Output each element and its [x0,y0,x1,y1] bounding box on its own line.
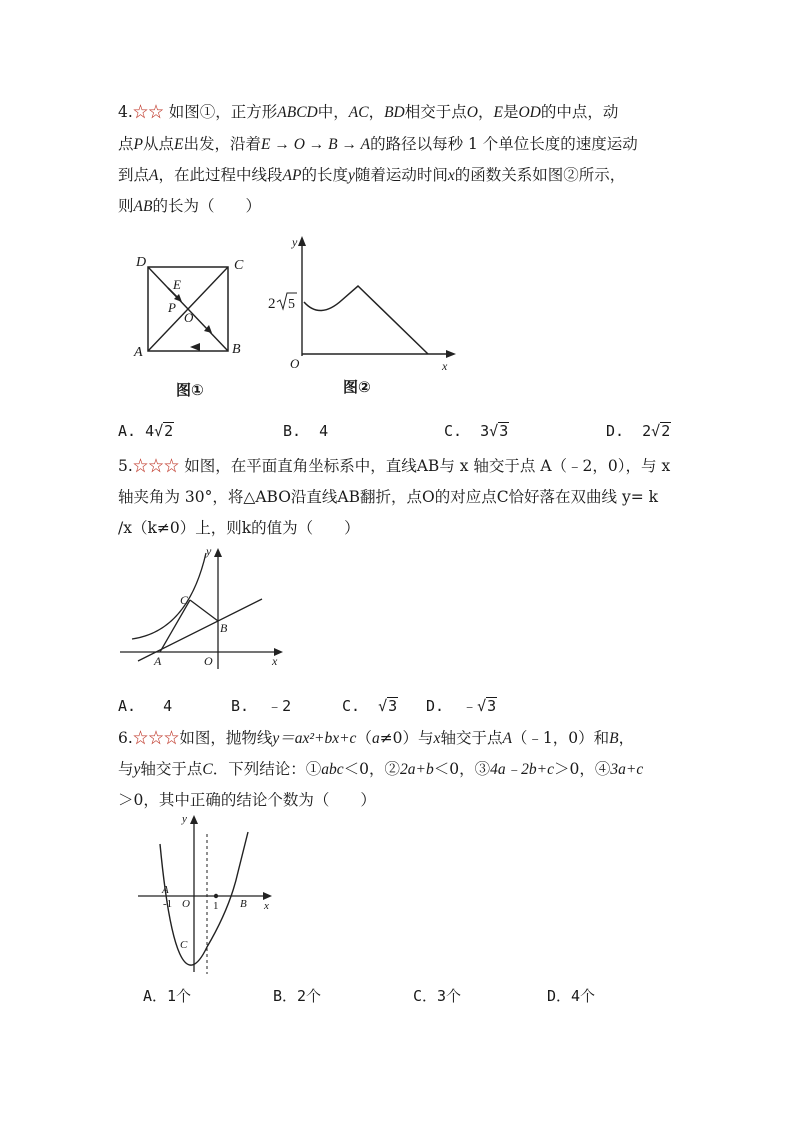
q6-text: 轴交于点 [140,760,203,778]
q6-label-a: A [162,884,169,896]
q5-line-3 [118,518,360,538]
q6-text: ， [618,729,635,747]
q6-label-y: y [182,813,187,825]
q4-line-1 [118,102,618,123]
q4-math: y [347,167,355,184]
parabola-curve [160,832,248,965]
radical-icon: √ [378,697,388,715]
option-sign: ﹣ [462,697,478,715]
point-x-1 [214,894,218,898]
q4-text: 随着运动时间 [354,166,448,184]
radical-icon: √ [651,422,661,440]
q5-label-a: A [154,654,162,668]
q6-label-o: O [182,898,190,910]
q4-stars: ☆☆ [132,103,164,121]
fig2-y-tick-coef: 2 [268,296,276,312]
fig2-y-label: y [292,235,298,249]
fig2-y-tick-rad: 5 [288,297,295,312]
q4-math: x [447,167,455,184]
q5-line-1 [118,456,670,476]
q4-option-a[interactable] [118,421,174,441]
q6-math: y [133,761,141,778]
q6-math: abc [321,761,344,778]
q6-line-1 [118,728,634,749]
q4-text: 点 [118,135,134,153]
q4-math: ABCD [277,104,318,121]
q4-option-d[interactable] [606,421,671,441]
q5-label-b: B [220,621,228,635]
label-e: E [173,277,181,292]
option-letter: C. [444,422,463,440]
q6-math: 3a+c [610,761,644,778]
radical-icon: √ [154,422,164,440]
q6-text: 轴交于点 [440,729,503,747]
q6-option-c[interactable]: C．3个 [413,987,462,1005]
q5-text: 轴夹角为 30°，将△ABO沿直线AB翻折，点O的对应点C恰好落在双曲线 y= k [118,488,659,506]
q5-label-y: y [206,544,212,558]
q4-math: AP [282,167,302,184]
q6-text: （﹣1，0）和 [511,729,610,747]
q5-label-o: O [204,654,213,668]
q5-option-c[interactable] [342,696,398,716]
label-b: B [232,342,241,357]
q6-text: ＞0，其中正确的结论个数为（ ） [118,791,376,809]
q5-text: /x（k≠0）上，则k的值为（ ） [118,519,360,537]
q4-text: 的长度 [301,166,348,184]
q4-line-4 [118,196,261,217]
arrow-head-b-a [190,343,200,351]
q5-option-b[interactable] [231,696,291,716]
fig2-origin-label: O [290,356,300,371]
q4-text: 的中点，动 [540,103,619,121]
q4-math: A [149,167,159,184]
option-coef: 2 [642,422,652,440]
q6-figure [136,812,281,978]
label-c: C [234,258,244,273]
q4-text: 是 [502,103,519,121]
label-p: P [168,300,176,315]
q4-text: 出发，沿着 [183,135,261,153]
q4-text: ， [368,103,385,121]
q6-math: B [609,730,619,747]
q4-text: 的路径以每秒 1 个单位长度的速度运动 [370,135,638,153]
q6-line-2 [118,759,643,780]
label-o: O [184,310,194,325]
option-value: ﹣2 [267,697,292,715]
y-axis-arrow [214,548,222,557]
q6-label-c: C [180,939,188,951]
q4-option-b[interactable] [283,421,328,441]
q4-figure-2 [262,234,462,376]
function-curve [304,286,428,354]
q6-label-neg1: -1 [163,898,173,910]
option-letter: A. [118,697,137,715]
q4-math: E [493,104,503,121]
q5-figure [118,543,288,673]
q4-option-c[interactable] [444,421,509,441]
q4-text: 到点 [118,166,150,184]
q6-math: y＝ax²+bx+c [272,730,357,747]
q6-math: 2a+b [400,761,434,778]
option-letter: C. [342,697,361,715]
q5-line-2 [118,487,658,507]
option-radicand: 3 [388,697,398,715]
option-letter: B. [231,697,250,715]
option-value: 4 [163,697,173,715]
y-axis-arrow [298,236,306,246]
q6-line-3 [118,790,376,810]
q6-text: ．下列结论：① [212,760,322,778]
q6-text: 与 [118,760,134,778]
hyperbola-curve [132,553,206,639]
q6-label-x: x [264,900,269,912]
q6-label-b: B [240,898,247,910]
q6-option-d[interactable]: D．4个 [547,987,596,1005]
option-letter: A. [118,422,137,440]
y-axis-arrow [190,815,198,824]
option-letter: D. [606,422,625,440]
q4-text: 的长为（ ） [152,197,261,215]
q4-text: 则 [118,197,134,215]
radical-icon: √ [489,422,499,440]
q4-text: 中， [317,103,349,121]
option-letter: D. [426,697,445,715]
q5-option-d[interactable] [426,696,497,716]
q4-math: E → O → B → A [260,136,371,153]
option-coef: 3 [480,422,490,440]
q4-text: ， [477,103,494,121]
q4-text: 如图①，正方形 [168,103,278,121]
q5-text: 如图，在平面直角坐标系中，直线AB与 x 轴交于点 A（﹣2，0），与 x [179,457,671,475]
option-radicand: 2 [661,422,671,440]
option-value: 4 [319,422,329,440]
q4-math: OD [518,104,541,121]
q4-math: P [133,136,143,153]
q5-stars: ☆☆☆ [132,457,180,475]
q4-line-2 [118,134,638,155]
option-radicand: 3 [487,697,497,715]
option-letter: B. [283,422,302,440]
q4-math: E [174,136,184,153]
q6-text: ＜0，③ [433,760,491,778]
q6-number: 6. [118,729,133,747]
q6-math: C [202,761,213,778]
q6-option-a[interactable]: A．1个 [143,987,192,1005]
q5-number: 5. [118,457,133,475]
q6-label-1: 1 [213,900,219,912]
q4-number: 4. [118,103,133,121]
q6-option-b[interactable]: B．2个 [273,987,322,1005]
q4-text: 的函数关系如图②所示， [454,166,626,184]
radical-icon: √ [477,697,487,715]
q4-caption-2: 图② [343,378,371,396]
q5-label-c: C [180,593,189,607]
option-radicand: 3 [499,422,509,440]
q4-math: AC [348,104,369,121]
q4-text: 从点 [142,135,174,153]
q6-text: （ [356,729,372,747]
q4-line-3 [118,165,625,186]
x-axis-arrow [263,892,272,900]
q5-label-x: x [272,654,278,668]
q4-math: AB [133,198,153,215]
q6-math: A [502,730,512,747]
q5-option-a[interactable] [118,696,172,716]
q4-text: 相交于点 [404,103,467,121]
q6-text: ＞0，④ [553,760,611,778]
q6-text: ≠0）与 [379,729,434,747]
q6-math: x [433,730,441,747]
q6-text: ＜0，② [343,760,401,778]
q4-math: BD [384,104,405,121]
x-axis-arrow [446,350,456,358]
q6-math: 4a﹣2b+c [490,761,554,778]
segment-cb [190,600,218,621]
q6-text: 如图，抛物线 [179,729,273,747]
q4-caption-1: 图① [176,381,204,399]
label-a: A [134,345,143,360]
fig2-x-label: x [442,359,448,373]
q6-stars: ☆☆☆ [132,729,180,747]
q6-math: a [371,730,380,747]
q4-figure-1 [130,252,260,362]
label-d: D [136,255,147,270]
q4-math: O [466,104,478,121]
option-coef: 4 [145,422,155,440]
q4-text: ，在此过程中线段 [158,166,283,184]
option-radicand: 2 [164,422,174,440]
